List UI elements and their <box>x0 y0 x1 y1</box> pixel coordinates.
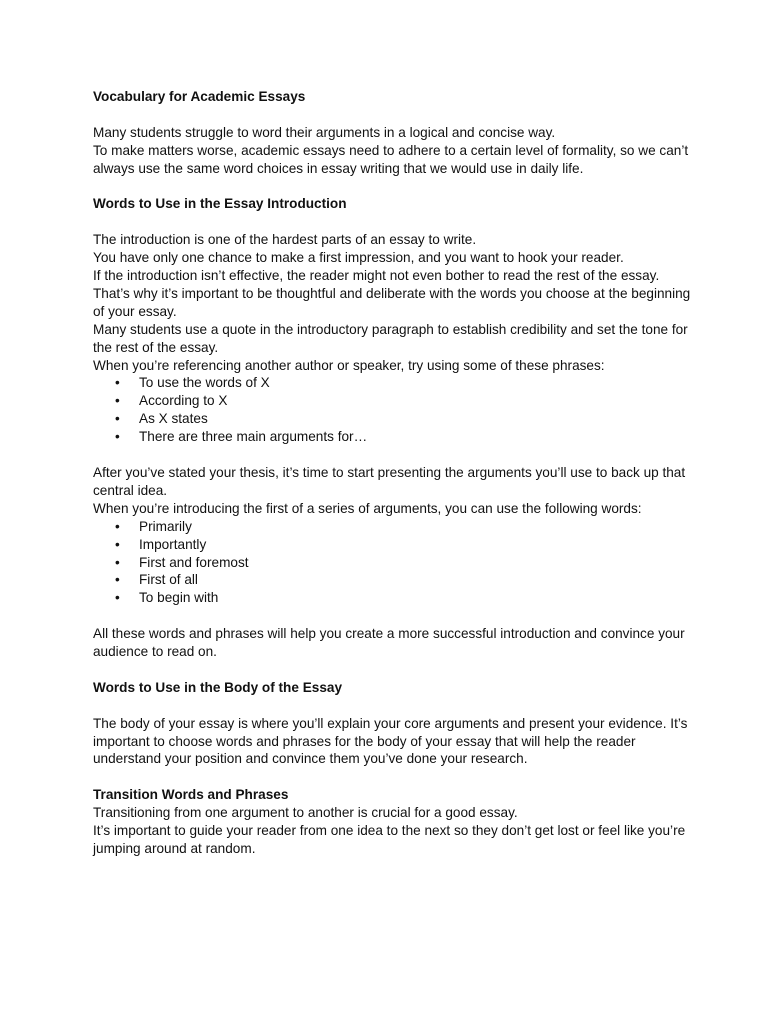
spacer <box>93 213 693 231</box>
list-item-text: First of all <box>139 572 198 588</box>
intro-paragraph: Many students struggle to word their arguments in a logical and concise way. <box>93 124 556 140</box>
spacer <box>93 446 693 464</box>
section1-paragraph: That’s why it’s important to be thoughtful and deliberate with the words you choose at the beginning of your essay. <box>93 285 691 319</box>
section1-paragraph: When you’re referencing another author or speaker, try using some of these phrases: <box>93 357 605 373</box>
document-title: Vocabulary for Academic Essays <box>93 89 306 104</box>
phrase-list-referencing <box>93 374 693 446</box>
document-page <box>93 88 693 858</box>
list-item <box>93 392 693 410</box>
list-item-text: As X states <box>139 411 208 427</box>
intro-paragraph: To make matters worse, academic essays need to adhere to a certain level of formality, so we can’t always use the same word choices in essay writing that we would use in daily life. <box>93 142 689 176</box>
section1-paragraph: Many students use a quote in the introductory paragraph to establish credibility and set the tone for the rest of the essay. <box>93 321 688 355</box>
list-item <box>93 554 693 572</box>
section-heading-body: Words to Use in the Body of the Essay <box>93 679 343 695</box>
list-item-text: Primarily <box>139 518 192 534</box>
bullet-icon: • <box>115 411 120 427</box>
spacer <box>93 607 693 625</box>
list-item <box>93 518 693 536</box>
bullet-icon: • <box>115 518 120 534</box>
spacer <box>93 697 693 715</box>
spacer <box>93 106 693 124</box>
list-item <box>93 374 693 392</box>
spacer <box>93 178 693 196</box>
list-item-text: First and foremost <box>139 554 249 570</box>
subheading-transition-words: Transition Words and Phrases <box>93 787 289 803</box>
section2-paragraph: Transitioning from one argument to another is crucial for a good essay. <box>93 805 518 821</box>
section2-paragraph: The body of your essay is where you’ll explain your core arguments and present your evidence. It’s important to choose words and phrases for the body of your essay that will help the reader understand your position and convince them you’ve done your research. <box>93 715 688 767</box>
bullet-icon: • <box>115 536 120 552</box>
bullet-icon: • <box>115 572 120 588</box>
section1-paragraph: You have only one chance to make a first impression, and you want to hook your reader. <box>93 250 624 266</box>
bullet-icon: • <box>115 429 120 445</box>
bullet-icon: • <box>115 393 120 409</box>
spacer <box>93 768 693 786</box>
word-list-first-argument <box>93 518 693 608</box>
list-item <box>93 571 693 589</box>
bullet-icon: • <box>115 590 120 606</box>
section2-paragraph: It’s important to guide your reader from one idea to the next so they don’t get lost or feel like you’re jumping around at random. <box>93 823 686 856</box>
section1-paragraph: If the introduction isn’t effective, the reader might not even bother to read the rest of the essay. <box>93 268 660 284</box>
list-item <box>93 428 693 446</box>
list-item <box>93 536 693 554</box>
bullet-icon: • <box>115 375 120 391</box>
section1-paragraph: When you’re introducing the first of a series of arguments, you can use the following words: <box>93 500 642 516</box>
list-item-text: To begin with <box>139 590 219 606</box>
list-item-text: Importantly <box>139 536 207 552</box>
list-item-text: According to X <box>139 393 228 409</box>
section1-paragraph: After you’ve stated your thesis, it’s time to start presenting the arguments you’ll use to back up that central idea. <box>93 464 686 498</box>
section1-paragraph: The introduction is one of the hardest parts of an essay to write. <box>93 232 477 248</box>
section-heading-introduction: Words to Use in the Essay Introduction <box>93 196 347 212</box>
bullet-icon: • <box>115 554 120 570</box>
list-item <box>93 589 693 607</box>
list-item-text: There are three main arguments for… <box>139 429 368 445</box>
section1-closing: All these words and phrases will help you create a more successful introduction and convince your audience to read on. <box>93 626 685 660</box>
list-item-text: To use the words of X <box>139 375 270 391</box>
list-item <box>93 410 693 428</box>
spacer <box>93 661 693 679</box>
